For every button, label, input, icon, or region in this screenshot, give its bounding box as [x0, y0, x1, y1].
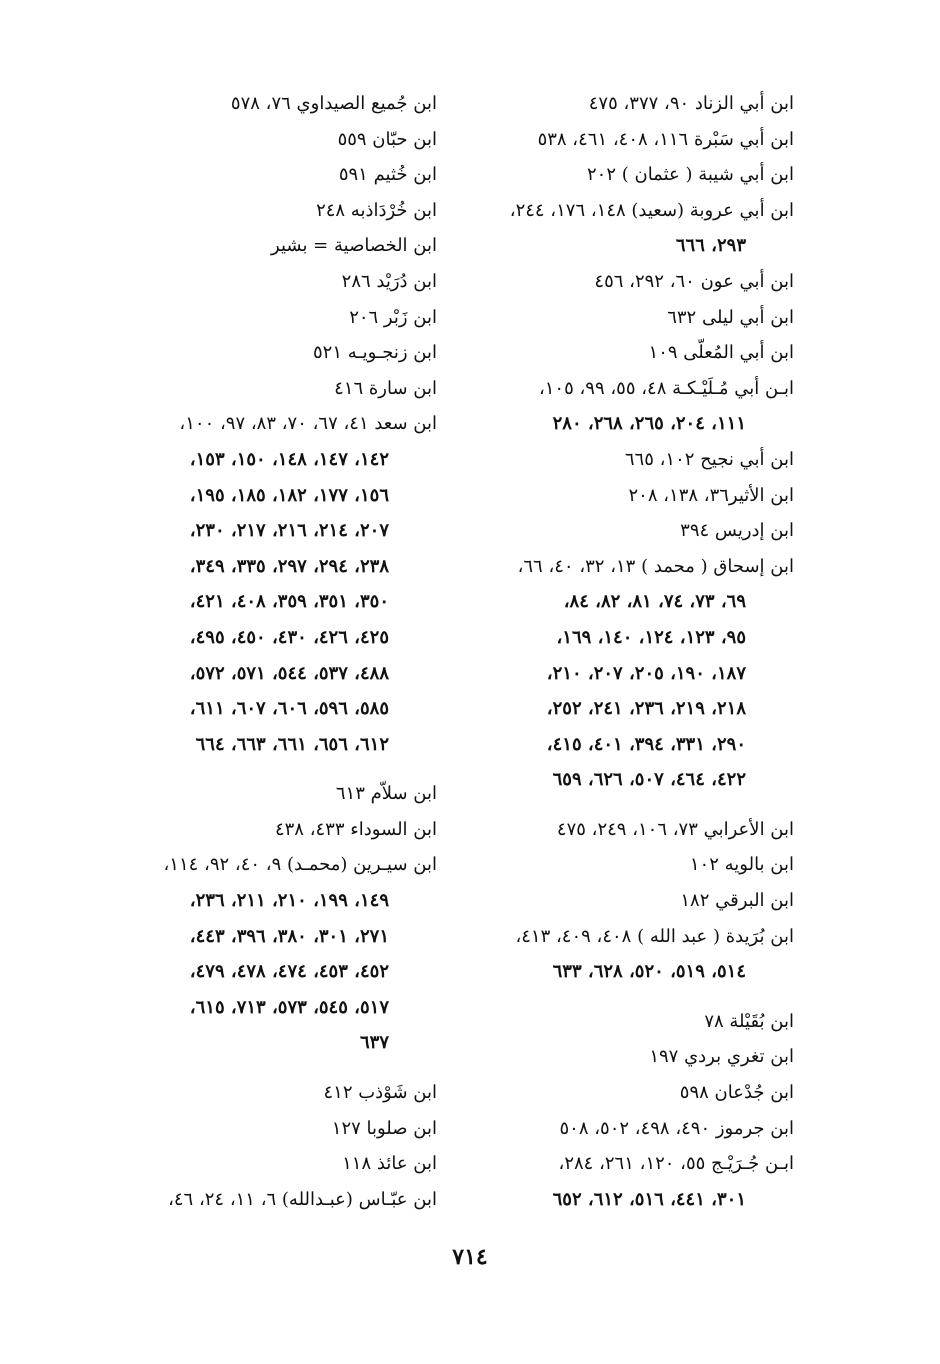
index-entry: ابن الأثير٣٦، ١٣٨، ٢٠٨ — [628, 484, 794, 506]
index-entry: ابن صلوبا ١٢٧ — [331, 1117, 437, 1139]
index-entry: ابن أبي ليلى ٦٣٢ — [667, 306, 794, 328]
index-entry: ابـن جُـرَيْـج ٥٥، ١٢٠، ٢٦١، ٢٨٤، — [558, 1153, 794, 1175]
index-entry: ابن جُدْعان ٥٩٨ — [679, 1082, 794, 1104]
index-entry-continuation: ٤٢٥، ٤٢٦، ٤٣٠، ٤٥٠، ٤٩٥، — [189, 626, 389, 648]
index-entry: ابن سعد ٤١، ٦٧، ٧٠، ٨٣، ٩٧، ١٠٠، — [179, 413, 437, 435]
index-entry-continuation: ١٥٦، ١٧٧، ١٨٢، ١٨٥، ١٩٥، — [189, 484, 389, 506]
index-entry-continuation: ٣٥٠، ٣٥١، ٣٥٩، ٤٠٨، ٤٢١، — [189, 591, 389, 613]
index-entry-continuation: ٢٩٣، ٦٦٦ — [675, 235, 746, 257]
index-entry: ابن خُثيم ٥٩١ — [338, 164, 437, 186]
index-entry: ابن بالويه ١٠٢ — [689, 854, 794, 876]
index-entry-continuation: ١١١، ٢٠٤، ٢٦٥، ٢٦٨، ٢٨٠ — [552, 413, 746, 435]
index-entry-continuation: ٦١٢، ٦٥٦، ٦٦١، ٦٦٣، ٦٦٤ — [195, 733, 389, 755]
index-entry: ابن السوداء ٤٣٣، ٤٣٨ — [274, 818, 437, 840]
index-entry: ابن أبي عروبة (سعيد) ١٤٨، ١٧٦، ٢٤٤، — [509, 199, 794, 221]
index-entry-continuation: ٢٧١، ٣٠١، ٣٨٠، ٣٩٦، ٤٤٣، — [189, 925, 389, 947]
index-entry: ابـن أبي مُـلَيْـكـة ٤٨، ٥٥، ٩٩، ١٠٥، — [538, 377, 794, 399]
index-entry-continuation: ١٤٩، ١٩٩، ٢١٠، ٢١١، ٢٣٦، — [189, 890, 389, 912]
page-number: ٧١٤ — [452, 1244, 488, 1270]
index-entry-continuation: ٦٩، ٧٣، ٧٤، ٨١، ٨٢، ٨٤، — [563, 591, 746, 613]
index-entry: ابن سارة ٤١٦ — [334, 377, 437, 399]
index-entry: ابن إسحاق ( محمد ) ١٣، ٣٢، ٤٠، ٦٦، — [517, 555, 794, 577]
index-entry: ابن الخصاصية = بشير — [271, 235, 437, 257]
index-entry: ابن أبي الزناد ٩٠، ٣٧٧، ٤٧٥ — [588, 93, 794, 114]
index-entry: ابن بُرَيدة ( عبد الله ) ٤٠٨، ٤٠٩، ٤١٣، — [515, 925, 794, 947]
index-entry: ابن تغري بردي ١٩٧ — [649, 1046, 794, 1068]
index-entry-continuation: ٢٣٨، ٢٩٤، ٢٩٧، ٣٣٥، ٣٤٩، — [189, 555, 389, 577]
index-entry: ابن زَبْر ٢٠٦ — [349, 306, 437, 328]
index-entry: ابن إدريس ٣٩٤ — [680, 520, 794, 542]
index-entry-continuation: ٦٣٧ — [359, 1032, 389, 1054]
index-entry: ابن عبّـاس (عبـدالله) ٦، ١١، ٢٤، ٤٦، — [168, 1188, 437, 1210]
index-entry: ابن أبي سَبْرة ١١٦، ٤٠٨، ٤٦١، ٥٣٨ — [537, 128, 794, 150]
index-column-left — [92, 86, 437, 1217]
index-entry: ابن أبي المُعلّى ١٠٩ — [648, 342, 794, 364]
index-entry-continuation: ١٨٧، ١٩٠، ٢٠٥، ٢٠٧، ٢١٠، — [546, 662, 746, 684]
index-entry: ابن خُرْدَاذبه ٢٤٨ — [316, 199, 437, 221]
index-column-right — [449, 86, 794, 1217]
index-entry-continuation: ٥١٤، ٥١٩، ٥٢٠، ٦٢٨، ٦٣٣ — [552, 961, 746, 983]
index-entry-continuation: ٢٩٠، ٣٣١، ٣٩٤، ٤٠١، ٤١٥، — [546, 733, 746, 755]
index-entry-continuation: ٤٢٢، ٤٦٤، ٥٠٧، ٦٢٦، ٦٥٩ — [552, 769, 746, 791]
index-entry-continuation: ٥٨٥، ٥٩٦، ٦٠٦، ٦٠٧، ٦١١، — [189, 698, 389, 720]
index-entry: ابن جُميع الصيداوي ٧٦، ٥٧٨ — [230, 93, 437, 114]
index-entry: ابن شَوْذب ٤١٢ — [323, 1082, 437, 1104]
index-entry: ابن زنجـويـه ٥٢١ — [313, 342, 437, 364]
index-entry: ابن البرقي ١٨٢ — [680, 890, 794, 912]
index-entry: ابن أبي عون ٦٠، ٢٩٢، ٤٥٦ — [594, 270, 794, 292]
index-entry-continuation: ٢١٨، ٢١٩، ٢٣٦، ٢٤١، ٢٥٢، — [546, 698, 746, 720]
index-entry-continuation: ٩٥، ١٢٣، ١٢٤، ١٤٠، ١٦٩، — [556, 626, 746, 648]
index-entry: ابن حبّان ٥٥٩ — [337, 128, 437, 150]
index-entry-continuation: ٥١٧، ٥٤٥، ٥٧٣، ٧١٣، ٦١٥، — [189, 996, 389, 1018]
index-entry: ابن أبي نجيح ١٠٢، ٦٦٥ — [624, 448, 794, 470]
index-entry-continuation: ٢٠٧، ٢١٤، ٢١٦، ٢١٧، ٢٣٠، — [189, 520, 389, 542]
index-entry-continuation: ٣٠١، ٤٤١، ٥١٦، ٦١٢، ٦٥٢ — [552, 1188, 746, 1210]
index-entry: ابن عائذ ١١٨ — [342, 1153, 437, 1175]
index-entry: ابن بُقَيْلة ٧٨ — [704, 1010, 794, 1032]
index-entry: ابن سيـرين (محمـد) ٩، ٤٠، ٩٢، ١١٤، — [163, 854, 437, 876]
index-entry-continuation: ٤٨٨، ٥٣٧، ٥٤٤، ٥٧١، ٥٧٢، — [189, 662, 389, 684]
index-entry-continuation: ٤٥٢، ٤٥٣، ٤٧٤، ٤٧٨، ٤٧٩، — [189, 961, 389, 983]
index-entry-continuation: ١٤٢، ١٤٧، ١٤٨، ١٥٠، ١٥٣، — [189, 448, 389, 470]
index-entry: ابن دُرَيْد ٢٨٦ — [341, 270, 437, 292]
index-entry: ابن جرموز ٤٩٠، ٤٩٨، ٥٠٢، ٥٠٨ — [559, 1117, 794, 1139]
index-entry: ابن سلاّم ٦١٣ — [335, 783, 437, 805]
index-entry: ابن أبي شيبة ( عثمان ) ٢٠٢ — [587, 164, 794, 186]
index-entry: ابن الأعرابي ٧٣، ١٠٦، ٢٤٩، ٤٧٥ — [556, 818, 794, 840]
